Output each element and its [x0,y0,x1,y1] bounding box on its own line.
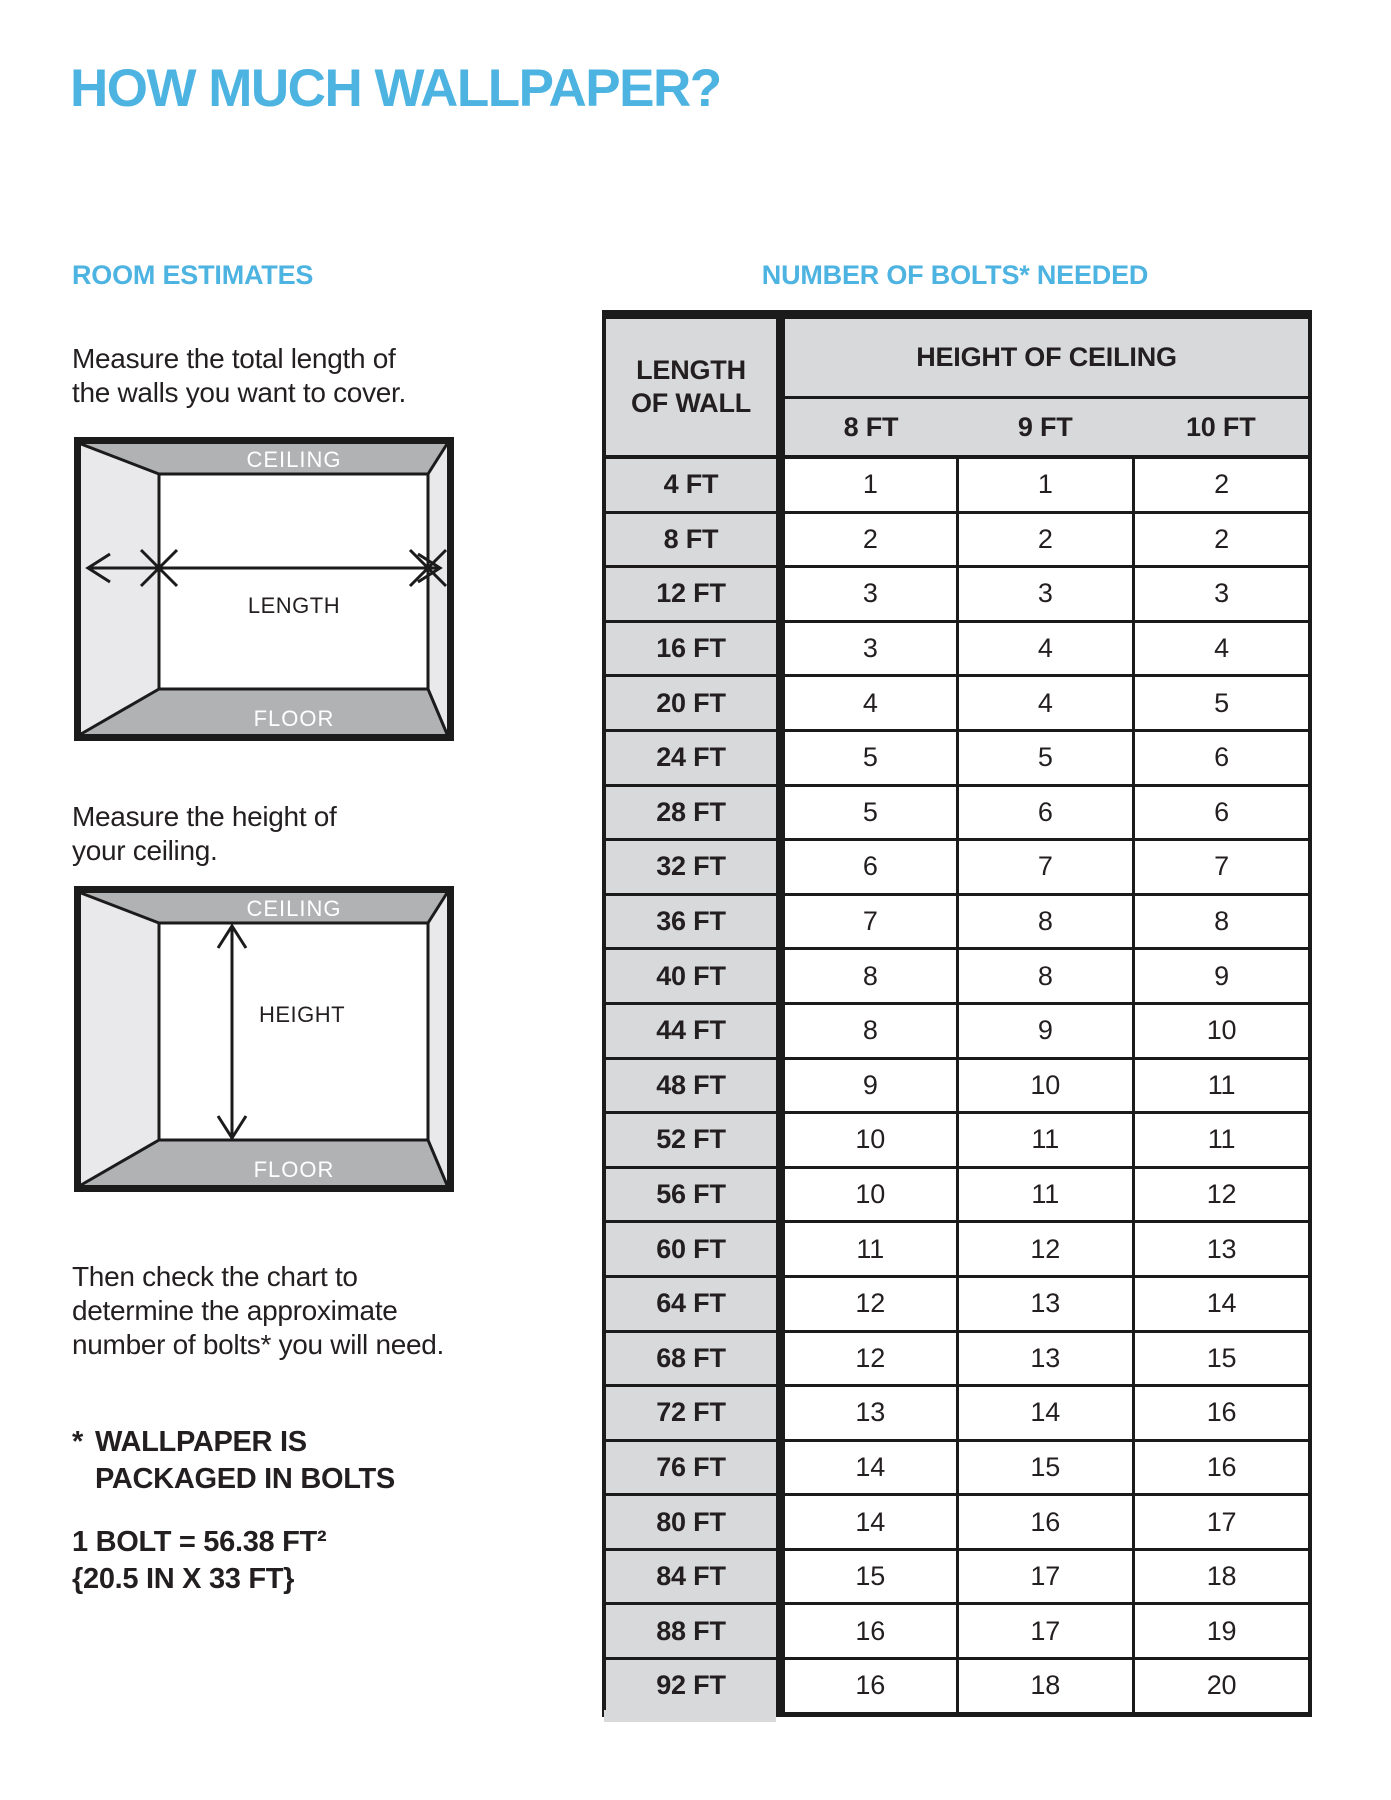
bolt-size-info [72,1524,326,1598]
row-label: 32 FT [604,840,781,895]
row-label: 56 FT [604,1167,781,1222]
footnote-line2: PACKAGED IN BOLTS [95,1463,395,1495]
length-of-wall-header-line2: OF WALL [630,388,752,418]
bolt-count-10ft: 18 [1134,1549,1311,1604]
table-row [604,840,1310,895]
bolt-count-8ft: 3 [781,621,958,676]
bolt-count-8ft: 12 [781,1276,958,1331]
bolt-count-9ft: 17 [957,1549,1134,1604]
table-row [604,1604,1310,1659]
bolt-count-9ft: 17 [957,1604,1134,1659]
bolt-count-9ft: 8 [957,949,1134,1004]
bolt-count-10ft: 16 [1134,1440,1311,1495]
floor-label: FLOOR [253,1157,335,1182]
table-row [604,1659,1310,1715]
bolt-count-9ft: 7 [957,840,1134,895]
instruction-height [72,800,337,868]
table-row [604,730,1310,785]
instruction-height-line1: Measure the height of [72,801,337,832]
room-estimates-heading: ROOM ESTIMATES [72,260,314,290]
bolt-count-9ft: 1 [957,457,1134,512]
bolt-count-10ft: 7 [1134,840,1311,895]
height-label: HEIGHT [259,1002,346,1027]
bolt-count-9ft: 5 [957,730,1134,785]
bolt-count-9ft: 16 [957,1495,1134,1550]
instruction-height-line2: your ceiling. [72,835,218,866]
bolt-count-8ft: 10 [781,1113,958,1168]
table-row [604,1003,1310,1058]
table-row [604,785,1310,840]
bolt-count-10ft: 20 [1134,1659,1311,1715]
col-header-8ft: 8 FT [781,398,958,458]
bolt-count-8ft: 6 [781,840,958,895]
bolt-count-10ft: 4 [1134,621,1311,676]
bolt-count-10ft: 6 [1134,785,1311,840]
bolt-count-8ft: 13 [781,1386,958,1441]
floor-label: FLOOR [253,706,335,731]
instruction-chart [72,1260,444,1362]
table-row [604,949,1310,1004]
bolts-footnote [72,1424,395,1498]
row-label: 48 FT [604,1058,781,1113]
table-row [604,894,1310,949]
bolts-needed-table [602,310,1312,1717]
row-label: 52 FT [604,1113,781,1168]
right-wall-surface [428,893,447,1185]
length-label: LENGTH [247,593,341,618]
table-row [604,1331,1310,1386]
bolt-count-8ft: 9 [781,1058,958,1113]
instruction-length-line2: the walls you want to cover. [72,377,406,408]
table-row [604,1167,1310,1222]
bolt-count-9ft: 4 [957,621,1134,676]
bolt-count-8ft: 5 [781,785,958,840]
row-label: 12 FT [604,567,781,622]
bolt-count-9ft: 18 [957,1659,1134,1715]
bolt-count-8ft: 11 [781,1222,958,1277]
table-row [604,1058,1310,1113]
bolt-count-8ft: 15 [781,1549,958,1604]
row-label: 4 FT [604,457,781,512]
row-label: 44 FT [604,1003,781,1058]
table-row [604,1495,1310,1550]
bolt-size-line1: 1 BOLT = 56.38 FT² [72,1526,327,1558]
bolt-count-9ft: 13 [957,1331,1134,1386]
table-row [604,1386,1310,1441]
bolt-count-9ft: 6 [957,785,1134,840]
bolt-count-9ft: 11 [957,1113,1134,1168]
footnote-line1: WALLPAPER IS [95,1426,307,1458]
footnote-asterisk: * [72,1426,83,1458]
bolt-count-8ft: 2 [781,512,958,567]
bolt-count-8ft: 14 [781,1440,958,1495]
row-label: 76 FT [604,1440,781,1495]
row-label: 24 FT [604,730,781,785]
instruction-chart-line2: determine the approximate [72,1295,398,1326]
room-length-diagram [74,437,454,741]
bolt-count-8ft: 3 [781,567,958,622]
bolt-table-body [604,457,1310,1714]
bolt-count-10ft: 13 [1134,1222,1311,1277]
bolt-count-10ft: 2 [1134,512,1311,567]
length-of-wall-header [604,315,781,458]
ceiling-label: CEILING [246,447,342,472]
row-label: 64 FT [604,1276,781,1331]
right-wall-surface [428,444,447,734]
bolt-count-10ft: 15 [1134,1331,1311,1386]
back-wall [159,474,428,689]
row-label: 88 FT [604,1604,781,1659]
instruction-length-line1: Measure the total length of [72,343,396,374]
bolt-count-8ft: 5 [781,730,958,785]
bolt-count-9ft: 11 [957,1167,1134,1222]
row-label: 68 FT [604,1331,781,1386]
bolt-count-10ft: 5 [1134,676,1311,731]
table-row [604,457,1310,512]
bolt-count-10ft: 3 [1134,567,1311,622]
row-label: 28 FT [604,785,781,840]
bolt-count-9ft: 8 [957,894,1134,949]
left-wall-surface [81,444,159,734]
row-label: 8 FT [604,512,781,567]
row-label: 36 FT [604,894,781,949]
table-row [604,621,1310,676]
row-label: 92 FT [604,1659,781,1715]
bolt-count-9ft: 2 [957,512,1134,567]
table-footer-gray-strip [604,1710,776,1722]
bolt-count-9ft: 10 [957,1058,1134,1113]
bolts-needed-heading: NUMBER OF BOLTS* NEEDED [761,260,1149,290]
row-label: 16 FT [604,621,781,676]
bolt-count-8ft: 4 [781,676,958,731]
table-row [604,1549,1310,1604]
bolt-count-8ft: 12 [781,1331,958,1386]
bolt-count-10ft: 12 [1134,1167,1311,1222]
bolt-count-10ft: 10 [1134,1003,1311,1058]
instruction-chart-line3: number of bolts* you will need. [72,1329,445,1360]
instruction-length [72,342,406,410]
bolt-count-10ft: 11 [1134,1058,1311,1113]
bolt-count-10ft: 6 [1134,730,1311,785]
row-label: 80 FT [604,1495,781,1550]
bolt-count-8ft: 16 [781,1659,958,1715]
bolt-count-8ft: 7 [781,894,958,949]
page-title: HOW MUCH WALLPAPER? [70,59,721,118]
bolt-count-10ft: 14 [1134,1276,1311,1331]
table-row [604,1113,1310,1168]
bolt-count-10ft: 19 [1134,1604,1311,1659]
ceiling-label: CEILING [246,896,342,921]
room-height-diagram [74,886,454,1192]
bolt-count-8ft: 8 [781,949,958,1004]
bolt-count-10ft: 2 [1134,457,1311,512]
length-of-wall-header-line1: LENGTH [636,355,746,385]
height-of-ceiling-header: HEIGHT OF CEILING [781,315,1311,398]
bolt-count-8ft: 1 [781,457,958,512]
bolt-count-9ft: 14 [957,1386,1134,1441]
col-header-10ft: 10 FT [1134,398,1311,458]
table-row [604,1276,1310,1331]
bolt-count-9ft: 4 [957,676,1134,731]
instruction-chart-line1: Then check the chart to [72,1261,358,1292]
bolt-count-8ft: 8 [781,1003,958,1058]
bolt-count-10ft: 8 [1134,894,1311,949]
table-row [604,676,1310,731]
bolt-count-9ft: 12 [957,1222,1134,1277]
row-label: 40 FT [604,949,781,1004]
left-wall-surface [81,893,159,1185]
table-row [604,512,1310,567]
table-row [604,1440,1310,1495]
row-label: 84 FT [604,1549,781,1604]
bolt-count-9ft: 3 [957,567,1134,622]
bolt-count-9ft: 9 [957,1003,1134,1058]
row-label: 20 FT [604,676,781,731]
row-label: 72 FT [604,1386,781,1441]
bolt-count-9ft: 15 [957,1440,1134,1495]
bolt-count-10ft: 17 [1134,1495,1311,1550]
back-wall [159,923,428,1140]
bolt-count-10ft: 11 [1134,1113,1311,1168]
bolt-count-8ft: 16 [781,1604,958,1659]
bolt-count-9ft: 13 [957,1276,1134,1331]
row-label: 60 FT [604,1222,781,1277]
bolt-size-line2: {20.5 IN X 33 FT} [72,1563,295,1595]
bolt-count-10ft: 9 [1134,949,1311,1004]
table-row [604,567,1310,622]
col-header-9ft: 9 FT [957,398,1134,458]
bolt-count-8ft: 14 [781,1495,958,1550]
bolt-count-10ft: 16 [1134,1386,1311,1441]
table-row [604,1222,1310,1277]
bolt-count-8ft: 10 [781,1167,958,1222]
